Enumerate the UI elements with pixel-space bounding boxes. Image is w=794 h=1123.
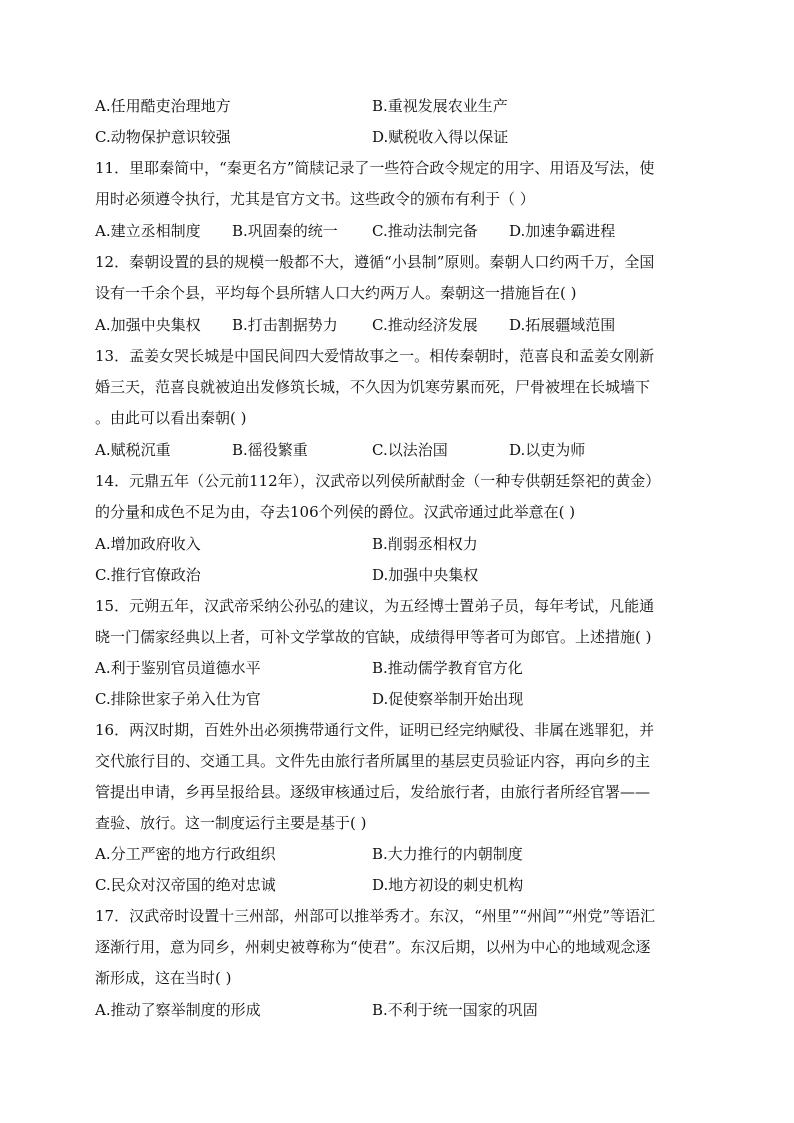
q17-stem-line-3: 渐形成，这在当时( ) — [95, 969, 232, 987]
q15-option-a[interactable]: A.利于鉴别官员道德水平 — [95, 659, 261, 677]
q11-stem-line-2: 用时必须遵令执行，尤其是官方文书。这些政令的颁布有利于（ ） — [95, 190, 535, 208]
q13-option-b[interactable]: B.徭役繁重 — [232, 441, 308, 459]
q10-option-c[interactable]: C.动物保护意识较强 — [95, 128, 231, 146]
q11-option-c[interactable]: C.推动法制完备 — [372, 222, 478, 240]
q14-option-a[interactable]: A.增加政府收入 — [95, 535, 201, 553]
q17-options-row-1 — [95, 999, 705, 1021]
q15-option-b[interactable]: B.推动儒学教育官方化 — [372, 659, 523, 677]
q16-option-a[interactable]: A.分工严密的地方行政组织 — [95, 845, 276, 863]
q10-options-row-1 — [95, 95, 705, 117]
q15-option-d[interactable]: D.促使察举制开始出现 — [372, 690, 524, 708]
q17-stem-line-2: 逐渐行用，意为同乡，州刺史被尊称为“使君”。东汉后期，以州为中心的地域观念逐 — [95, 938, 651, 956]
q12-options — [95, 314, 705, 336]
q11-option-d[interactable]: D.加速争霸进程 — [509, 222, 616, 240]
q11-options — [95, 220, 705, 242]
q14-stem-line-1: 14．元鼎五年（公元前112年），汉武帝以列侯所献酎金（一种专供朝廷祭祀的黄金） — [95, 472, 661, 490]
q14-option-d[interactable]: D.加强中央集权 — [372, 566, 479, 584]
q14-stem-line-2: 的分量和成色不足为由，夺去106个列侯的爵位。汉武帝通过此举意在( ) — [95, 503, 576, 521]
q10-option-a[interactable]: A.任用酷吏治理地方 — [95, 97, 231, 115]
q13-stem-line-3: 。由此可以看出秦朝( ) — [95, 409, 247, 427]
q16-option-d[interactable]: D.地方初设的刺史机构 — [372, 876, 524, 894]
q17-stem-line-1: 17．汉武帝时设置十三州部，州部可以推举秀才。东汉，“州里”“州闾”“州党”等语汇 — [95, 907, 656, 925]
q16-stem-line-4: 查验、放行。这一制度运行主要是基于( ) — [95, 814, 367, 832]
q16-stem-line-1: 16．两汉时期，百姓外出必须携带通行文件，证明已经完纳赋役、非属在逃罪犯，并 — [95, 721, 655, 739]
q12-option-c[interactable]: C.推动经济发展 — [372, 316, 478, 334]
q15-option-c[interactable]: C.排除世家子弟入仕为官 — [95, 690, 261, 708]
q12-option-a[interactable]: A.加强中央集权 — [95, 316, 201, 334]
q16-stem-line-3: 管提出申请，乡再呈报给县。逐级审核通过后，发给旅行者，由旅行者所经官署—— — [95, 783, 651, 801]
q15-stem-line-1: 15．元朔五年，汉武帝采纳公孙弘的建议，为五经博士置弟子员，每年考试，凡能通 — [95, 597, 655, 615]
q17-option-a[interactable]: A.推动了察举制度的形成 — [95, 1001, 261, 1019]
q12-stem-line-1: 12．秦朝设置的县的规模一般都不大，遵循“小县制”原则。秦朝人口约两千万，全国 — [95, 253, 655, 271]
q14-options-row-2 — [95, 564, 705, 586]
q14-option-c[interactable]: C.推行官僚政治 — [95, 566, 201, 584]
q16-stem-line-2: 交代旅行目的、交通工具。文件先由旅行者所属里的基层吏员验证内容，再向乡的主 — [95, 752, 651, 770]
q13-option-a[interactable]: A.赋税沉重 — [95, 441, 171, 459]
q11-option-b[interactable]: B.巩固秦的统一 — [232, 222, 338, 240]
q13-option-d[interactable]: D.以吏为师 — [509, 441, 586, 459]
q17-option-b[interactable]: B.不利于统一国家的巩固 — [372, 1001, 538, 1019]
q13-options — [95, 439, 705, 461]
q10-option-d[interactable]: D.赋税收入得以保证 — [372, 128, 509, 146]
q10-options-row-2 — [95, 126, 705, 148]
q12-option-d[interactable]: D.拓展疆域范围 — [509, 316, 616, 334]
q12-stem-line-2: 设有一千余个县，平均每个县所辖人口大约两万人。秦朝这一措施旨在( ) — [95, 284, 577, 302]
q14-options-row-1 — [95, 533, 705, 555]
q13-option-c[interactable]: C.以法治国 — [372, 441, 448, 459]
q15-stem-line-2: 晓一门儒家经典以上者，可补文学掌故的官缺，成绩得甲等者可为郎官。上述措施( ) — [95, 628, 652, 646]
q13-stem-line-1: 13．孟姜女哭长城是中国民间四大爱情故事之一。相传秦朝时，范喜良和孟姜女刚新 — [95, 347, 655, 365]
q13-stem-line-2: 婚三天，范喜良就被迫出发修筑长城，不久因为饥寒劳累而死，尸骨被埋在长城墙下 — [95, 378, 651, 396]
q14-option-b[interactable]: B.削弱丞相权力 — [372, 535, 478, 553]
q16-options-row-1 — [95, 843, 705, 865]
q11-stem-line-1: 11．里耶秦简中，“秦更名方”简牍记录了一些符合政令规定的用字、用语及写法，使 — [95, 159, 655, 177]
q10-option-b[interactable]: B.重视发展农业生产 — [372, 97, 508, 115]
q11-option-a[interactable]: A.建立丞相制度 — [95, 222, 201, 240]
q15-options-row-1 — [95, 657, 705, 679]
q16-option-c[interactable]: C.民众对汉帝国的绝对忠诚 — [95, 876, 276, 894]
q16-options-row-2 — [95, 874, 705, 896]
q12-option-b[interactable]: B.打击割据势力 — [232, 316, 338, 334]
q16-option-b[interactable]: B.大力推行的内朝制度 — [372, 845, 523, 863]
q15-options-row-2 — [95, 688, 705, 710]
